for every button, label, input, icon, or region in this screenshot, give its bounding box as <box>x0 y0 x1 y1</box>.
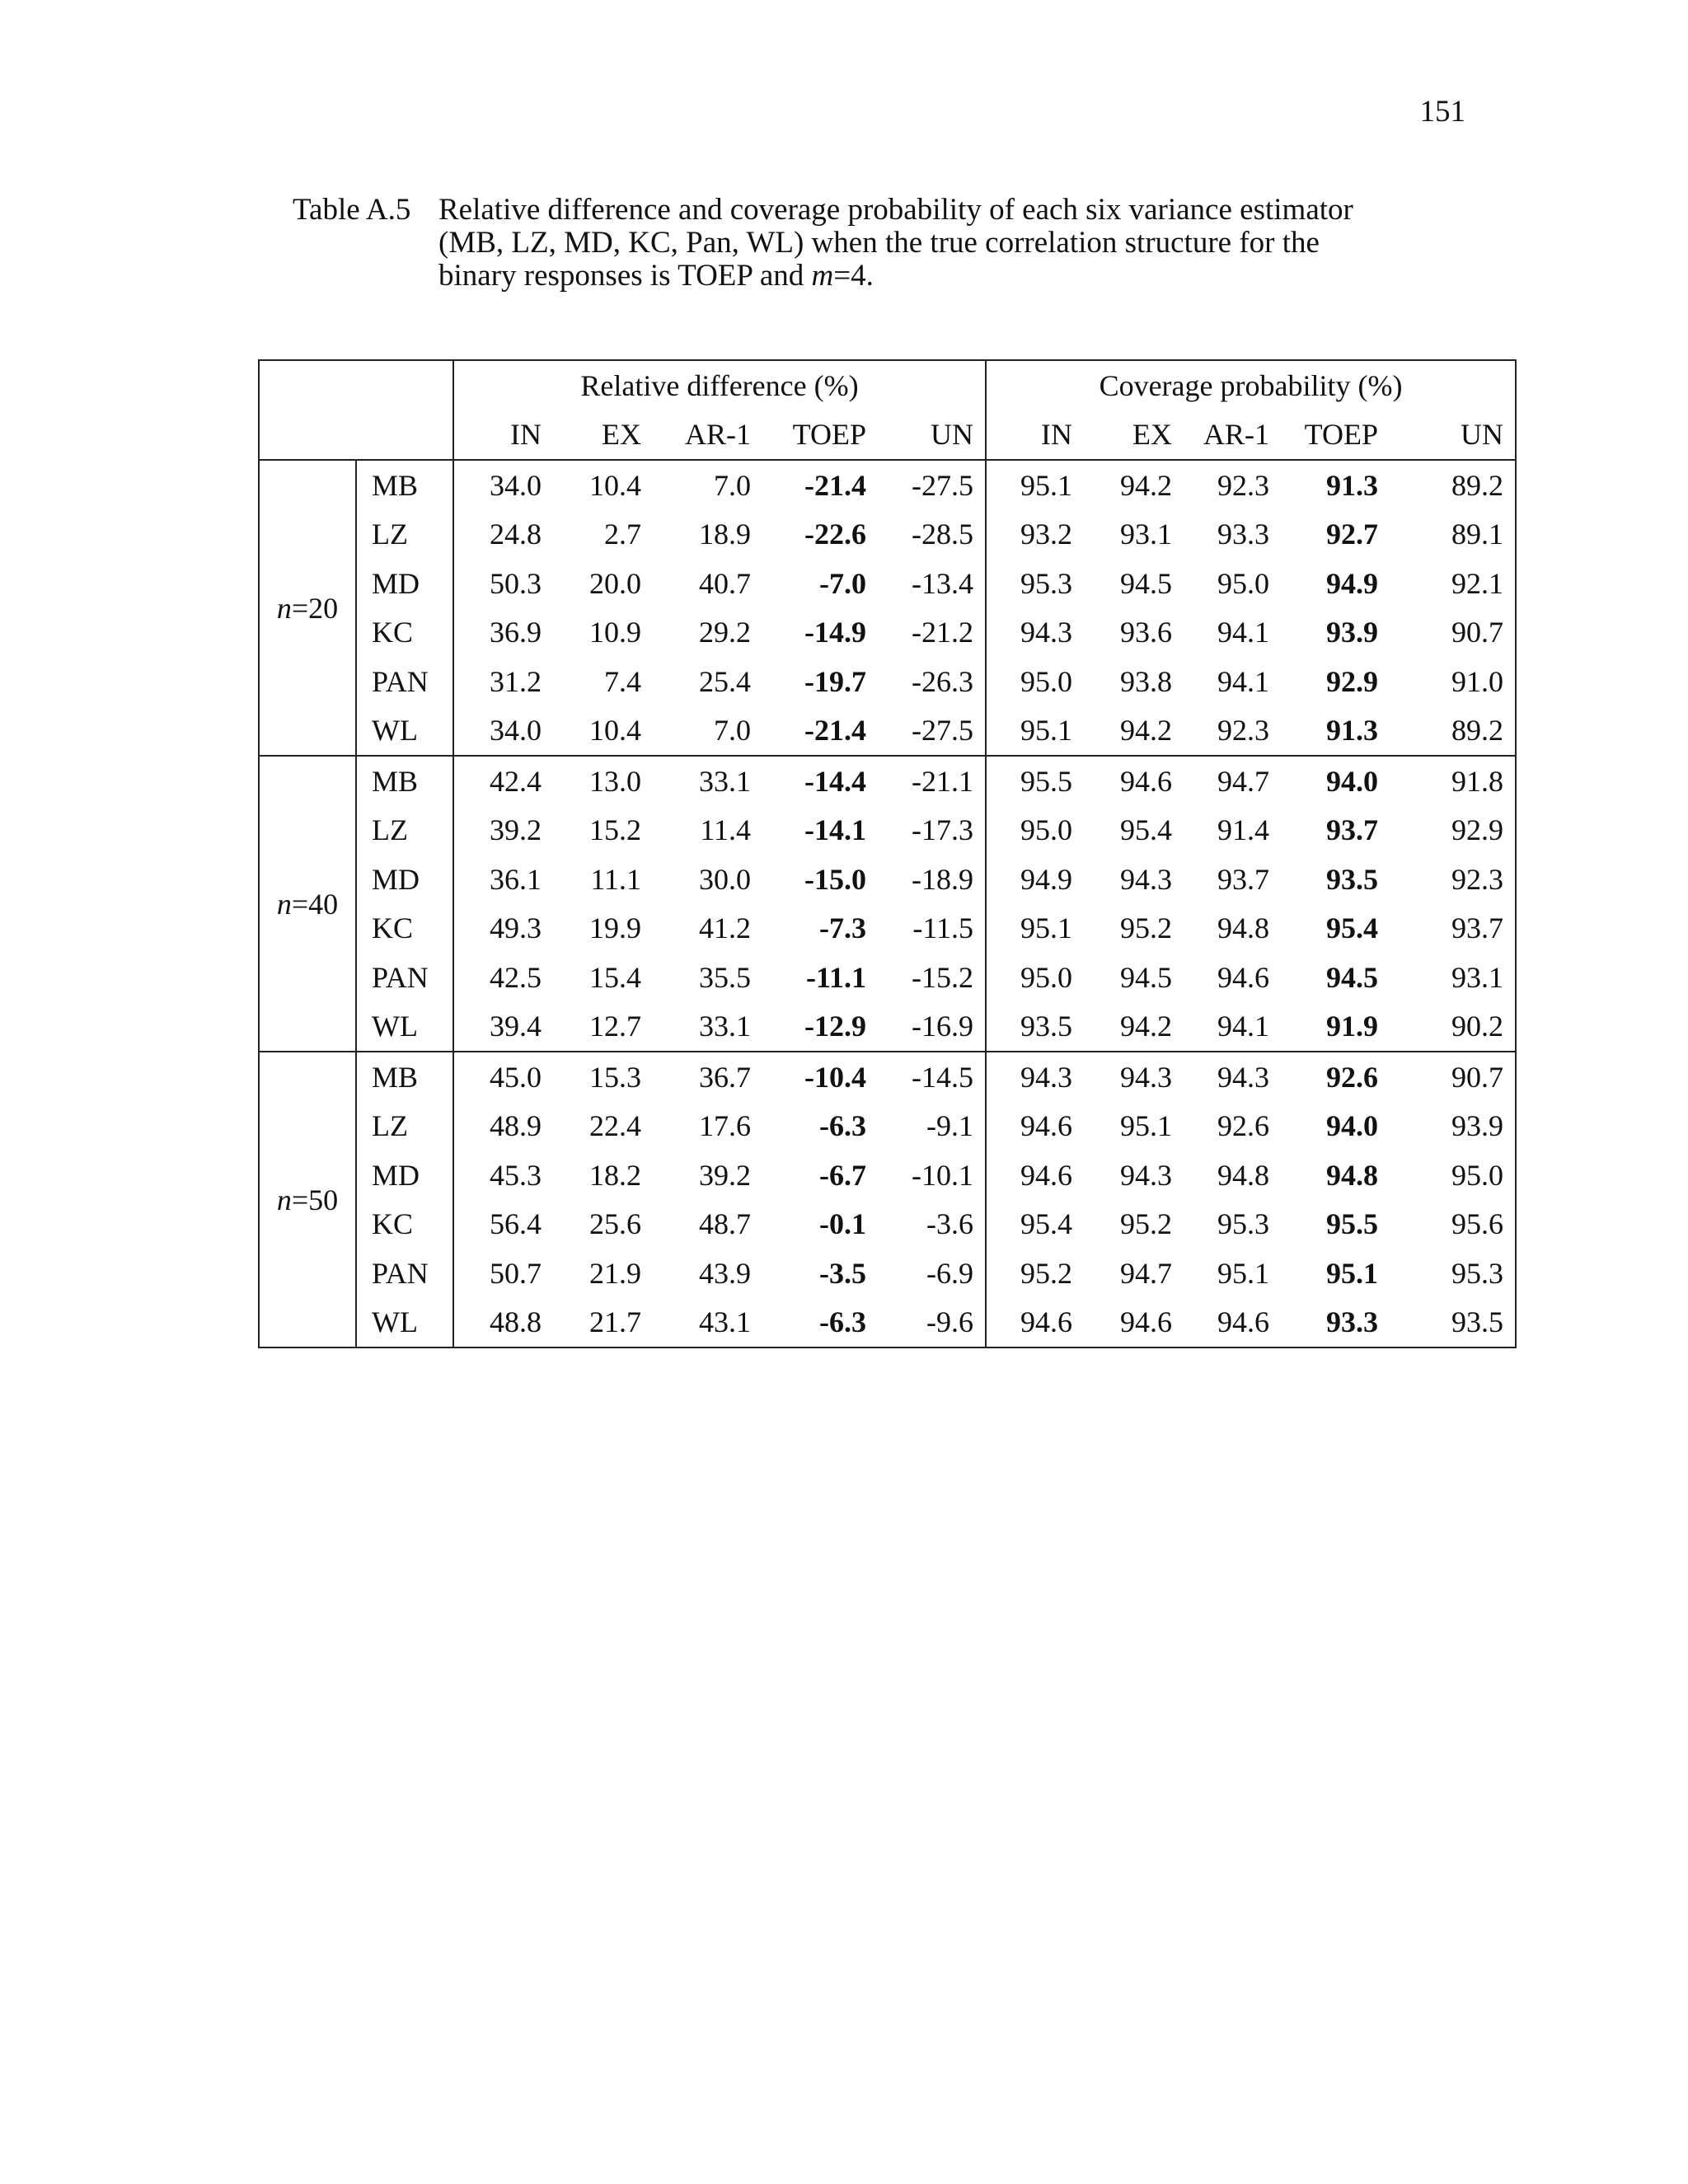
estimator-label: KC <box>356 608 453 658</box>
table-cell: 49.3 <box>490 912 542 945</box>
table-cell: 94.5 <box>1326 960 1378 994</box>
table-body <box>259 460 1516 1347</box>
table-cell: -3.6 <box>878 1200 986 1249</box>
table-row <box>259 1052 1516 1102</box>
table-cell: -0.1 <box>819 1207 866 1241</box>
estimator-label: MD <box>356 1151 453 1200</box>
table-cell: 92.1 <box>1390 559 1516 608</box>
table-cell: 95.0 <box>1217 566 1269 600</box>
table-cell: -27.5 <box>878 460 986 510</box>
table-cell: 91.4 <box>1217 813 1269 847</box>
table-cell: 94.8 <box>1326 1158 1378 1192</box>
table-cell: -14.1 <box>804 813 866 847</box>
group-header-coverage-probability: Coverage probability (%) <box>986 360 1516 410</box>
table-cell: 94.1 <box>1217 664 1269 698</box>
table-cell: 94.3 <box>986 1052 1084 1102</box>
caption-line: (MB, LZ, MD, KC, Pan, WL) when the true correlation structure for the <box>438 226 1320 260</box>
table-cell: 34.0 <box>453 460 553 510</box>
table-cell: 91.0 <box>1390 657 1516 706</box>
table-cell: -21.4 <box>762 460 878 510</box>
table-cell: 95.3 <box>1217 1207 1269 1241</box>
caption-label: Table A.5 <box>293 193 411 227</box>
table-cell: -21.2 <box>878 608 986 658</box>
estimator-label: PAN <box>356 657 453 706</box>
table-cell: 50.3 <box>490 566 542 600</box>
table-cell: 90.2 <box>1390 1002 1516 1052</box>
table-cell: -14.4 <box>762 756 878 806</box>
column-header: UN <box>1390 410 1516 461</box>
table-cell: 92.3 <box>1184 460 1281 510</box>
table-cell: 95.1 <box>986 706 1084 757</box>
table-cell: 15.2 <box>589 813 641 847</box>
table-cell: 15.4 <box>589 960 641 994</box>
estimator-label: KC <box>356 904 453 954</box>
table-cell: -28.5 <box>878 510 986 560</box>
caption-text <box>438 194 1430 293</box>
table-cell: 36.7 <box>653 1052 762 1102</box>
table-cell: 24.8 <box>490 518 542 551</box>
table-cell: 39.2 <box>699 1158 751 1192</box>
table-row <box>259 706 1516 757</box>
estimator-label: LZ <box>356 510 453 560</box>
group-header-row <box>259 360 1516 410</box>
table-cell: 94.0 <box>1281 756 1390 806</box>
table-cell: 10.4 <box>553 706 653 757</box>
table-cell: 7.4 <box>604 664 641 698</box>
table-cell: 35.5 <box>699 960 751 994</box>
table-cell: 94.6 <box>1084 756 1184 806</box>
estimator-label: MD <box>356 855 453 904</box>
table-cell: -14.5 <box>878 1052 986 1102</box>
column-header: AR-1 <box>653 410 762 461</box>
table-row <box>259 1151 1516 1200</box>
table-cell: -11.5 <box>878 904 986 954</box>
table-cell: -16.9 <box>878 1002 986 1052</box>
table-cell: 95.0 <box>1390 1151 1516 1200</box>
table-cell: 94.1 <box>1184 1002 1281 1052</box>
table-cell: 36.9 <box>490 616 542 649</box>
column-header: IN <box>453 410 553 461</box>
table-cell: -10.1 <box>878 1151 986 1200</box>
table-row <box>259 559 1516 608</box>
table-cell: 94.5 <box>1120 960 1172 994</box>
table-cell: -27.5 <box>878 706 986 757</box>
table-cell: 93.6 <box>1120 616 1172 649</box>
table-row <box>259 904 1516 954</box>
table-cell: 93.1 <box>1390 953 1516 1002</box>
table-cell: 94.0 <box>1326 1109 1378 1143</box>
table-cell: 94.2 <box>1084 1002 1184 1052</box>
table-row <box>259 1002 1516 1052</box>
table-cell: 95.0 <box>1020 960 1072 994</box>
table-cell: 94.6 <box>1184 1298 1281 1348</box>
table-cell: 90.7 <box>1390 608 1516 658</box>
table-row <box>259 806 1516 855</box>
table-cell: -21.4 <box>762 706 878 757</box>
table-cell: 31.2 <box>490 664 542 698</box>
table-cell: 94.7 <box>1184 756 1281 806</box>
table-cell: 92.9 <box>1326 664 1378 698</box>
table-cell: 48.7 <box>699 1207 751 1241</box>
column-header: UN <box>878 410 986 461</box>
table-row <box>259 1102 1516 1151</box>
estimator-label: WL <box>356 1002 453 1052</box>
table-cell: 36.1 <box>490 862 542 896</box>
group-header-relative-difference: Relative difference (%) <box>453 360 986 410</box>
table-cell: -15.0 <box>804 862 866 896</box>
table-cell: 42.5 <box>490 960 542 994</box>
table-cell: 90.7 <box>1390 1052 1516 1102</box>
table-cell: 40.7 <box>699 566 751 600</box>
table-cell: 33.1 <box>653 1002 762 1052</box>
results-table <box>258 359 1517 1348</box>
page-number: 151 <box>1419 95 1465 129</box>
table-cell: 91.8 <box>1390 756 1516 806</box>
table-cell: 93.8 <box>1120 664 1172 698</box>
table-cell: 95.1 <box>986 460 1084 510</box>
sample-size-label: n=20 <box>259 460 356 756</box>
column-header: TOEP <box>1281 410 1390 461</box>
table-cell: 94.6 <box>1217 960 1269 994</box>
table-cell: 93.5 <box>1390 1298 1516 1348</box>
table-cell: 91.3 <box>1281 706 1390 757</box>
table-cell: 39.2 <box>490 813 542 847</box>
caption-line: Relative difference and coverage probability of each six variance estimator <box>438 193 1353 227</box>
table-cell: 94.9 <box>1326 566 1378 600</box>
table-cell: 95.1 <box>1326 1256 1378 1290</box>
table-cell: 93.9 <box>1390 1102 1516 1151</box>
table-cell: 29.2 <box>699 616 751 649</box>
table-cell: 95.1 <box>1120 1109 1172 1143</box>
table-cell: -9.1 <box>878 1102 986 1151</box>
table-cell: 94.3 <box>1120 1158 1172 1192</box>
table-cell: 94.6 <box>1084 1298 1184 1348</box>
estimator-label: PAN <box>356 953 453 1002</box>
estimator-label: LZ <box>356 806 453 855</box>
table-cell: 95.2 <box>1120 1207 1172 1241</box>
table-cell: 94.5 <box>1120 566 1172 600</box>
estimator-label: LZ <box>356 1102 453 1151</box>
table-cell: -6.3 <box>819 1109 866 1143</box>
table-cell: 92.3 <box>1390 855 1516 904</box>
table-cell: 18.2 <box>589 1158 641 1192</box>
table-cell: -6.7 <box>819 1158 866 1192</box>
table-cell: 92.7 <box>1326 518 1378 551</box>
table-row <box>259 1200 1516 1249</box>
table-cell: 41.2 <box>699 912 751 945</box>
table-cell: 92.6 <box>1281 1052 1390 1102</box>
table-cell: 30.0 <box>699 862 751 896</box>
table-cell: 18.9 <box>699 518 751 551</box>
table-cell: -22.6 <box>804 518 866 551</box>
table-row <box>259 756 1516 806</box>
table-cell: 93.9 <box>1326 616 1378 649</box>
table-caption <box>293 194 1430 293</box>
table-cell: 95.4 <box>1120 813 1172 847</box>
table-cell: 94.6 <box>1020 1109 1072 1143</box>
table-cell: -21.1 <box>878 756 986 806</box>
table-cell: 94.3 <box>1184 1052 1281 1102</box>
table-cell: 95.4 <box>1020 1207 1072 1241</box>
table-cell: 92.6 <box>1217 1109 1269 1143</box>
table-row <box>259 953 1516 1002</box>
table-cell: 95.5 <box>1326 1207 1378 1241</box>
table-cell: 93.2 <box>1020 518 1072 551</box>
table-row <box>259 657 1516 706</box>
table-cell: 94.6 <box>986 1298 1084 1348</box>
table-cell: 7.0 <box>653 706 762 757</box>
table-cell: 10.9 <box>589 616 641 649</box>
table-cell: 7.0 <box>653 460 762 510</box>
table-cell: 94.2 <box>1084 460 1184 510</box>
table-cell: 91.3 <box>1281 460 1390 510</box>
table-cell: -19.7 <box>804 664 866 698</box>
table-cell: 11.1 <box>590 862 641 896</box>
table-cell: -3.5 <box>819 1256 866 1290</box>
table-cell: 50.7 <box>490 1256 542 1290</box>
table-cell: 91.9 <box>1281 1002 1390 1052</box>
table-cell: 92.3 <box>1184 706 1281 757</box>
table-cell: 94.2 <box>1084 706 1184 757</box>
table-row <box>259 510 1516 560</box>
estimator-label: WL <box>356 1298 453 1348</box>
table-cell: 93.3 <box>1217 518 1269 551</box>
column-header: IN <box>986 410 1084 461</box>
table-cell: -6.9 <box>878 1249 986 1298</box>
table-cell: -7.0 <box>819 566 866 600</box>
table-cell: 94.3 <box>1084 1052 1184 1102</box>
table-cell: 95.3 <box>1020 566 1072 600</box>
table-cell: 10.4 <box>553 460 653 510</box>
table-cell: -9.6 <box>878 1298 986 1348</box>
column-header: EX <box>553 410 653 461</box>
column-header: TOEP <box>762 410 878 461</box>
table-cell: 95.2 <box>1120 912 1172 945</box>
estimator-label: MB <box>356 756 453 806</box>
table-cell: 56.4 <box>490 1207 542 1241</box>
table-cell: -6.3 <box>762 1298 878 1348</box>
table-cell: 94.3 <box>1020 616 1072 649</box>
table-cell: 48.8 <box>453 1298 553 1348</box>
table-cell: 92.9 <box>1390 806 1516 855</box>
table-cell: 95.0 <box>1020 664 1072 698</box>
table-cell: 95.5 <box>986 756 1084 806</box>
table-cell: 42.4 <box>453 756 553 806</box>
estimator-label: MB <box>356 1052 453 1102</box>
table-cell: 19.9 <box>589 912 641 945</box>
table-cell: 21.7 <box>553 1298 653 1348</box>
table-cell: 94.7 <box>1120 1256 1172 1290</box>
table-cell: -13.4 <box>878 559 986 608</box>
table-cell: -15.2 <box>878 953 986 1002</box>
table-cell: -17.3 <box>878 806 986 855</box>
sample-size-label: n=40 <box>259 756 356 1052</box>
table-cell: 12.7 <box>553 1002 653 1052</box>
table-cell: 94.8 <box>1217 1158 1269 1192</box>
column-header: EX <box>1084 410 1184 461</box>
table-cell: 48.9 <box>490 1109 542 1143</box>
table-cell: 93.5 <box>986 1002 1084 1052</box>
estimator-label: KC <box>356 1200 453 1249</box>
table-cell: 93.7 <box>1217 862 1269 896</box>
estimator-label: MD <box>356 559 453 608</box>
caption-line: binary responses is TOEP and m=4. <box>438 259 874 293</box>
table-row <box>259 1249 1516 1298</box>
table-cell: 95.4 <box>1326 912 1378 945</box>
table-row <box>259 608 1516 658</box>
table-cell: 95.1 <box>1217 1256 1269 1290</box>
table-cell: 93.7 <box>1390 904 1516 954</box>
table-cell: 89.2 <box>1390 706 1516 757</box>
table-cell: 20.0 <box>589 566 641 600</box>
table-cell: 94.9 <box>1020 862 1072 896</box>
table-cell: 25.4 <box>699 664 751 698</box>
table-cell: 2.7 <box>604 518 641 551</box>
table-cell: 95.3 <box>1390 1249 1516 1298</box>
sample-size-label: n=50 <box>259 1052 356 1347</box>
table-cell: -11.1 <box>805 960 866 994</box>
table-cell: 45.0 <box>453 1052 553 1102</box>
table-cell: 94.1 <box>1217 616 1269 649</box>
table-cell: 95.6 <box>1390 1200 1516 1249</box>
column-header: AR-1 <box>1184 410 1281 461</box>
table-cell: 95.0 <box>1020 813 1072 847</box>
table-cell: 95.1 <box>1020 912 1072 945</box>
table-cell: 33.1 <box>653 756 762 806</box>
estimator-label: PAN <box>356 1249 453 1298</box>
table-cell: -26.3 <box>878 657 986 706</box>
table-cell: -14.9 <box>804 616 866 649</box>
estimator-label: MB <box>356 460 453 510</box>
table-cell: 15.3 <box>553 1052 653 1102</box>
table-row <box>259 460 1516 510</box>
table-cell: 43.1 <box>653 1298 762 1348</box>
table-cell: 93.1 <box>1120 518 1172 551</box>
table-cell: 34.0 <box>453 706 553 757</box>
corner-cell <box>259 360 453 460</box>
table-cell: 22.4 <box>589 1109 641 1143</box>
table-cell: 21.9 <box>589 1256 641 1290</box>
table-cell: -10.4 <box>762 1052 878 1102</box>
table-cell: 95.2 <box>1020 1256 1072 1290</box>
table-cell: 93.3 <box>1281 1298 1390 1348</box>
table-cell: -12.9 <box>762 1002 878 1052</box>
table-cell: 89.1 <box>1390 510 1516 560</box>
table-cell: 39.4 <box>453 1002 553 1052</box>
estimator-label: WL <box>356 706 453 757</box>
table-cell: 94.3 <box>1120 862 1172 896</box>
table-cell: 93.5 <box>1326 862 1378 896</box>
table-cell: 17.6 <box>699 1109 751 1143</box>
table-cell: 94.8 <box>1217 912 1269 945</box>
table-cell: 13.0 <box>553 756 653 806</box>
table-cell: 93.7 <box>1326 813 1378 847</box>
table-cell: 11.4 <box>700 813 751 847</box>
table-cell: 25.6 <box>589 1207 641 1241</box>
table-cell: -18.9 <box>878 855 986 904</box>
table-row <box>259 1298 1516 1348</box>
table-cell: 94.6 <box>1020 1158 1072 1192</box>
table-cell: 43.9 <box>699 1256 751 1290</box>
table-cell: 45.3 <box>490 1158 542 1192</box>
table-cell: 89.2 <box>1390 460 1516 510</box>
table-cell: -7.3 <box>819 912 866 945</box>
table-row <box>259 855 1516 904</box>
